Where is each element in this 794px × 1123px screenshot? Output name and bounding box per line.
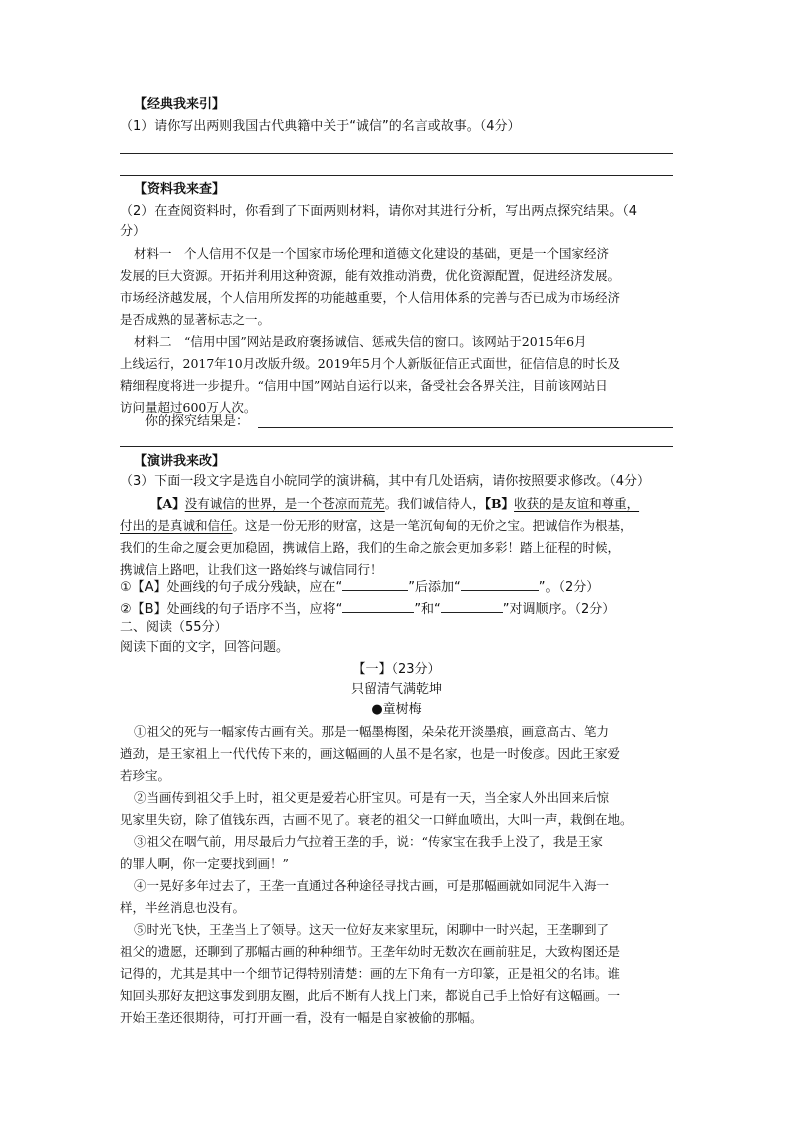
paragraph-line: ②当画传到祖父手上时，祖父更是爱若心肝宝贝。可是有一天，当全家人外出回来后惊 [134,790,610,805]
fill-blank[interactable] [342,576,408,591]
mark-b: 【B】 [484,496,515,511]
q2-text: ”和“ [414,602,441,617]
article-title: 只留清气满乾坤 [350,682,442,697]
section-heading-research: 【资料我来查】 [134,182,226,197]
fill-blank[interactable] [461,576,539,591]
speech-line-2 [120,516,633,536]
paragraph-line: 若珍宝。 [120,768,171,783]
material-2-line: 精细程度将进一步提升。“信用中国”网站自运行以来，备受社会各界关注，目前该网站日 [120,378,608,393]
paragraph-line: 的罪人啊，你一定要找到画！” [120,856,289,871]
answer-line[interactable] [120,175,673,176]
paragraph-line: 开始王垄还很期待，可打开画一看，没有一幅是自家被偷的那幅。 [120,1010,483,1025]
answer-line[interactable] [120,153,673,154]
reading-instruction: 阅读下面的文字，回答问题。 [120,640,290,655]
reading-heading: 二、阅读（55分） [120,620,228,635]
part-title: 【一】（23分） [352,662,441,677]
q1-text: ”后添加“ [408,580,461,595]
answer-line[interactable] [258,427,673,428]
q2-text: ②【B】处画线的句子语序不当，应将“ [120,602,343,617]
sub-question-2 [120,598,615,620]
speech-line-4: 携诚信上路吧，让我们这一路始终与诚信同行！ [120,562,383,577]
speech-line-1 [150,494,639,514]
section-heading-speech: 【演讲我来改】 [134,454,226,469]
paragraph-line: ③祖父在咽气前，用尽最后力气拉着王垄的手，说：“传家宝在我手上没了，我是王家 [134,834,603,849]
paragraph-line: 见家里失窃，除了值钱东西，古画不见了。衰老的祖父一口鲜血喷出，大叫一声，栽倒在地。 [120,812,633,827]
q1-text: ①【A】处画线的句子成分残缺，应在“ [120,580,343,595]
material-1-line: 发展的巨大资源。开拓并利用这种资源，能有效推动消费，优化资源配置，促进经济发展。 [120,268,621,283]
sentence-b-underlined: 付出的是真诚和信任 [120,518,233,533]
q2-text: ”对调顺序。（2分） [502,602,616,617]
answer-line[interactable] [120,446,673,447]
sentence-b-underlined: 收获的是友谊和尊重， [514,496,640,511]
material-1-line: 市场经济越发展，个人信用所发挥的功能越重要，个人信用体系的完善与否已成为市场经济 [120,290,621,305]
fill-blank[interactable] [342,598,414,613]
paragraph-line: 记得的，尤其是其中一个细节记得特别清楚：画的左下角有一方印篆，正是祖父的名讳。谁 [120,966,621,981]
paragraph-line: 样，半丝消息也没有。 [120,900,246,915]
material-1-line: 是否成熟的显著标志之一。 [120,312,271,327]
q1-text: ”。（2分） [538,580,600,595]
answer-label: 你的探究结果是： [145,414,250,429]
question-1: （1）请你写出两则我国古代典籍中关于“诚信”的名言或故事。（4分） [120,119,521,134]
speech-text: 。我们诚信待人， [384,496,485,511]
paragraph-line: ①祖父的死与一幅家传古画有关。那是一幅墨梅图，朵朵花开淡墨痕，画意高古、笔力 [134,724,610,739]
speech-text: 。这是一份无形的财富，这是一笔沉甸甸的无价之宝。把诚信作为根基， [232,518,633,533]
material-2-line: 访问量超过600万人次。 [120,400,257,415]
speech-line-3: 我们的生命之厦会更加稳固，携诚信上路，我们的生命之旅会更加多彩！踏上征程的时候， [120,540,621,555]
material-2-line: 材料二 “信用中国”网站是政府褒扬诚信、惩戒失信的窗口。该网站于2015年6月 [134,334,587,349]
question-2-line-1: （2）在查阅资料时，你看到了下面两则材料，请你对其进行分析，写出两点探究结果。（4 [120,204,638,219]
paragraph-line: 遒劲，是王家祖上一代代传下来的，画这幅画的人虽不是名家，也是一时俊彦。因此王家爱 [120,746,621,761]
material-1-line: 材料一 个人信用不仅是一个国家市场伦理和道德文化建设的基础，更是一个国家经济 [134,246,610,261]
material-2-line: 上线运行，2017年10月改版升级。2019年5月个人新版征信正式面世，征信信息的时长及 [120,356,620,371]
sub-question-1 [120,576,599,598]
fill-blank[interactable] [441,598,503,613]
paragraph-line: ⑤时光飞快，王垄当上了领导。这天一位好友来家里玩，闲聊中一时兴起，王垄聊到了 [134,922,610,937]
question-3: （3）下面一段文字是选自小皖同学的演讲稿，其中有几处语病，请你按照要求修改。（4分） [120,474,651,489]
paragraph-line: 祖父的遗愿，还聊到了那幅古画的种种细节。王垄年幼时无数次在画前驻足，大致构图还是 [120,944,621,959]
mark-a: 【A】 [150,496,185,511]
sentence-a-underlined: 没有诚信的世界，是一个苍凉而荒芜 [184,496,385,511]
paragraph-line: 知回头那好友把这事发到朋友圈，此后不断有人找上门来，都说自己手上恰好有这幅画。一 [120,988,621,1003]
article-author: ●童树梅 [371,702,422,717]
paragraph-line: ④一晃好多年过去了，王垄一直通过各种途径寻找古画，可是那幅画就如同泥牛入海一 [134,878,610,893]
section-heading-classic: 【经典我来引】 [134,97,226,112]
question-2-line-2: 分） [120,224,147,239]
